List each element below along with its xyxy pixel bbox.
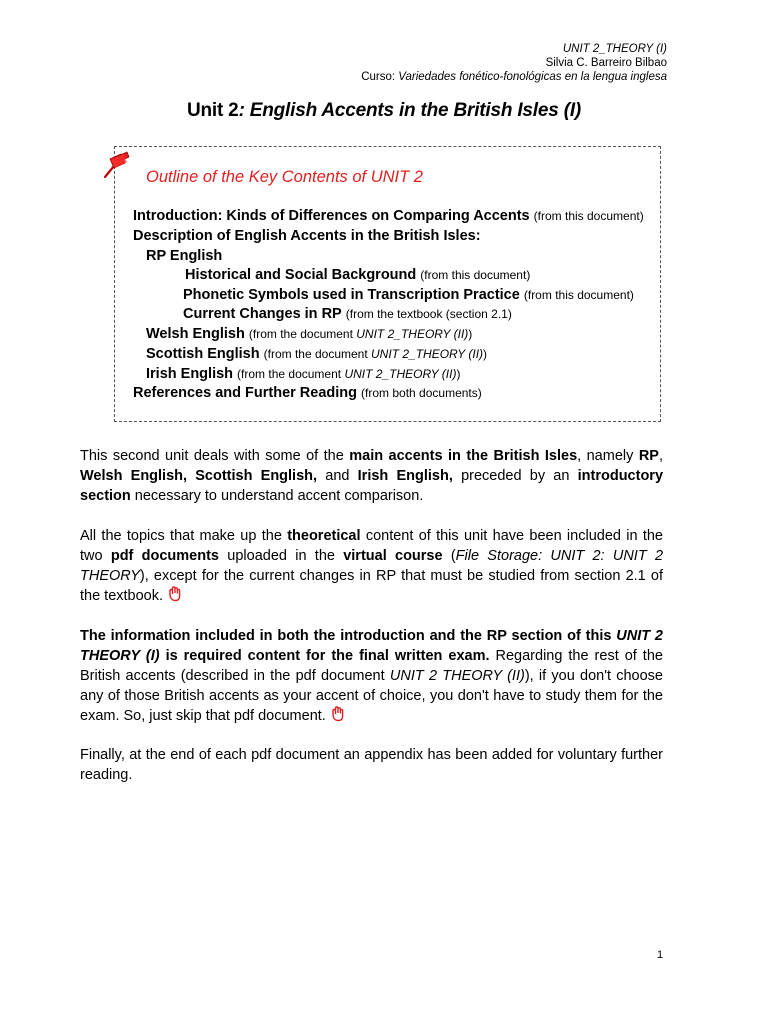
- outline-item-scottish: Scottish English (from the document UNIT 2_THEORY (II)): [146, 346, 488, 362]
- paragraph-intro: This second unit deals with some of the main accents in the British Isles, namely RP, Welsh English, Scottish English, and Irish English, preceded by an introductory section necessary to understand accent comparison.: [80, 448, 664, 504]
- paragraph-appendix: Finally, at the end of each pdf document an appendix has been added for voluntary further reading.: [80, 747, 663, 783]
- outline-item-description: Description of English Accents in the British Isles:: [133, 228, 481, 244]
- outline-item-rp-english: RP English: [146, 248, 223, 264]
- outline-item-phonetic: Phonetic Symbols used in Transcription Practice (from this document): [183, 287, 634, 303]
- outline-item-introduction: Introduction: Kinds of Differences on Comparing Accents (from this document): [133, 208, 644, 224]
- running-header: [361, 42, 667, 84]
- pointing-hand-icon: [330, 706, 346, 722]
- outline-item-irish: Irish English (from the document UNIT 2_THEORY (II)): [146, 366, 461, 382]
- outline-item-current-changes: Current Changes in RP (from the textbook (section 2.1): [183, 306, 512, 322]
- outline-item-historical: Historical and Social Background (from this document): [185, 267, 531, 283]
- page-title: Unit 2: English Accents in the British Isles (I): [186, 100, 582, 121]
- header-course: Curso: Variedades fonético-fonológicas en la lengua inglesa: [361, 71, 667, 83]
- header-unit: UNIT 2_THEORY (I): [562, 43, 667, 55]
- outline-item-references: References and Further Reading (from both documents): [133, 385, 482, 401]
- outline-item-welsh: Welsh English (from the document UNIT 2_THEORY (II)): [146, 326, 473, 342]
- outline-heading: Outline of the Key Contents of UNIT 2: [146, 168, 423, 186]
- outline-box: [114, 146, 661, 422]
- red-pushpin-icon: [101, 151, 131, 179]
- header-author: Silvia C. Barreiro Bilbao: [545, 57, 667, 69]
- pointing-hand-icon: [167, 586, 183, 602]
- paragraph-exam-content: The information included in both the introduction and the RP section of this UNIT 2 THEORY (I) is required content for the final written exam. Regarding the rest of the British accents (described in the pdf document UNIT 2 THEORY (II)), if you don't choose any of those British accents as your accent of choice, you don't have to study them for the exam. So, just skip that pdf document.: [80, 628, 663, 724]
- page-number: 1: [657, 949, 664, 961]
- paragraph-topics: All the topics that make up the theoretical content of this unit have been included in the two pdf documents uploaded in the virtual course (File Storage: UNIT 2: UNIT 2 THEORY), except for the current changes in RP that must be studied from section 2.1 of the textbook.: [80, 528, 664, 604]
